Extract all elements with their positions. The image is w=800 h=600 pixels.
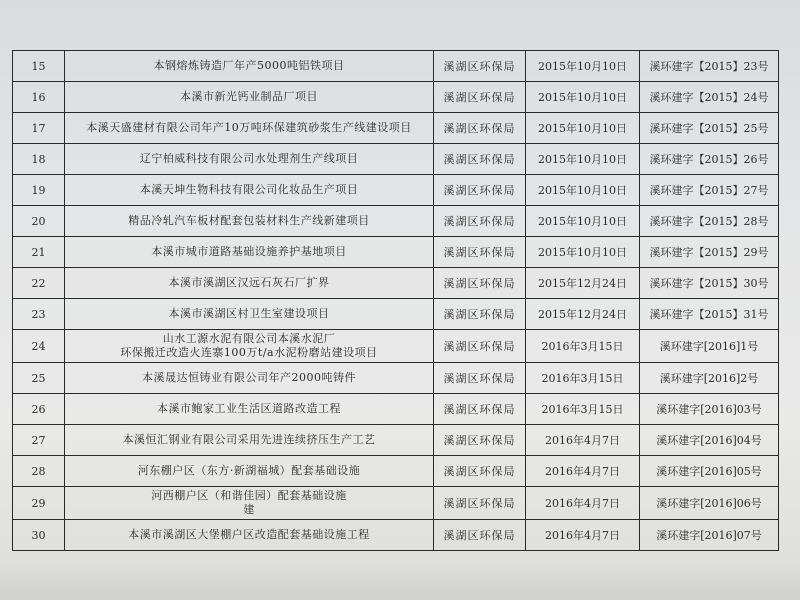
table-row bbox=[13, 82, 779, 113]
project-name-cell bbox=[65, 394, 434, 425]
approving-agency: 溪湖区环保局 bbox=[434, 237, 526, 268]
document-number: 溪环建字[2016]1号 bbox=[640, 330, 779, 363]
approving-agency: 溪湖区环保局 bbox=[434, 487, 526, 520]
table-row bbox=[13, 144, 779, 175]
project-name-line: 本溪市新光钙业制品厂项目 bbox=[180, 90, 318, 103]
paper-shadow bbox=[0, 560, 800, 600]
approval-date: 2015年10月10日 bbox=[526, 82, 640, 113]
table-row bbox=[13, 456, 779, 487]
row-number: 20 bbox=[13, 206, 65, 237]
approving-agency: 溪湖区环保局 bbox=[434, 425, 526, 456]
document-number: 溪环建字【2015】28号 bbox=[640, 206, 779, 237]
project-name-cell bbox=[65, 330, 434, 363]
approval-date: 2016年4月7日 bbox=[526, 487, 640, 520]
project-name-line: 本溪晟达恒铸业有限公司年产2000吨铸件 bbox=[142, 371, 356, 384]
approval-date: 2016年4月7日 bbox=[526, 456, 640, 487]
table-row bbox=[13, 237, 779, 268]
table-row bbox=[13, 425, 779, 456]
approval-date: 2015年12月24日 bbox=[526, 268, 640, 299]
row-number: 15 bbox=[13, 51, 65, 82]
project-name-line: 本溪市溪湖区大堡棚户区改造配套基础设施工程 bbox=[128, 528, 370, 541]
document-number: 溪环建字【2015】30号 bbox=[640, 268, 779, 299]
approving-agency: 溪湖区环保局 bbox=[434, 206, 526, 237]
project-name-cell bbox=[65, 51, 434, 82]
row-number: 16 bbox=[13, 82, 65, 113]
project-name-cell bbox=[65, 237, 434, 268]
row-number: 22 bbox=[13, 268, 65, 299]
project-approval-table bbox=[12, 50, 779, 551]
project-name-cell bbox=[65, 487, 434, 520]
table-row bbox=[13, 487, 779, 520]
approving-agency: 溪湖区环保局 bbox=[434, 299, 526, 330]
project-name-line: 本溪市溪湖区汉远石灰石厂扩界 bbox=[168, 276, 330, 289]
approving-agency: 溪湖区环保局 bbox=[434, 82, 526, 113]
row-number: 18 bbox=[13, 144, 65, 175]
project-name-line: 山水工源水泥有限公司本溪水泥厂 bbox=[162, 332, 336, 345]
project-name-line: 河西棚户区（和谐佳园）配套基础设施 bbox=[151, 489, 347, 502]
table-row bbox=[13, 363, 779, 394]
document-number: 溪环建字[2016]2号 bbox=[640, 363, 779, 394]
document-number: 溪环建字[2016]03号 bbox=[640, 394, 779, 425]
document-number: 溪环建字【2015】26号 bbox=[640, 144, 779, 175]
project-name-cell bbox=[65, 268, 434, 299]
document-number: 溪环建字【2015】23号 bbox=[640, 51, 779, 82]
approval-date: 2016年3月15日 bbox=[526, 394, 640, 425]
approval-date: 2016年3月15日 bbox=[526, 330, 640, 363]
row-number: 21 bbox=[13, 237, 65, 268]
approval-date: 2015年10月10日 bbox=[526, 51, 640, 82]
project-name-line: 河东棚户区（东方·新湖福城）配套基础设施 bbox=[137, 464, 361, 477]
approving-agency: 溪湖区环保局 bbox=[434, 330, 526, 363]
row-number: 29 bbox=[13, 487, 65, 520]
approving-agency: 溪湖区环保局 bbox=[434, 456, 526, 487]
project-name-cell bbox=[65, 175, 434, 206]
approval-date: 2015年10月10日 bbox=[526, 237, 640, 268]
project-name-cell bbox=[65, 299, 434, 330]
project-name-line: 本溪市鲍家工业生活区道路改造工程 bbox=[157, 402, 341, 415]
approving-agency: 溪湖区环保局 bbox=[434, 363, 526, 394]
project-name-cell bbox=[65, 206, 434, 237]
table-row bbox=[13, 299, 779, 330]
document-number: 溪环建字[2016]07号 bbox=[640, 520, 779, 551]
project-name-line: 环保搬迁改造火连寨100万t/a水泥粉磨站建设项目 bbox=[120, 346, 378, 359]
document-number: 溪环建字[2016]04号 bbox=[640, 425, 779, 456]
table-row bbox=[13, 206, 779, 237]
document-number: 溪环建字【2015】29号 bbox=[640, 237, 779, 268]
row-number: 19 bbox=[13, 175, 65, 206]
approving-agency: 溪湖区环保局 bbox=[434, 175, 526, 206]
row-number: 26 bbox=[13, 394, 65, 425]
row-number: 23 bbox=[13, 299, 65, 330]
approving-agency: 溪湖区环保局 bbox=[434, 113, 526, 144]
row-number: 17 bbox=[13, 113, 65, 144]
approval-date: 2015年10月10日 bbox=[526, 113, 640, 144]
approval-date: 2016年4月7日 bbox=[526, 425, 640, 456]
table-row bbox=[13, 175, 779, 206]
project-name-line: 本溪市城市道路基础设施养护基地项目 bbox=[151, 245, 347, 258]
project-name-line: 建 bbox=[243, 503, 255, 516]
approving-agency: 溪湖区环保局 bbox=[434, 51, 526, 82]
document-number: 溪环建字【2015】24号 bbox=[640, 82, 779, 113]
document-number: 溪环建字[2016]05号 bbox=[640, 456, 779, 487]
approval-date: 2015年10月10日 bbox=[526, 206, 640, 237]
approving-agency: 溪湖区环保局 bbox=[434, 394, 526, 425]
project-name-line: 辽宁柏威科技有限公司水处理剂生产线项目 bbox=[139, 152, 359, 165]
row-number: 30 bbox=[13, 520, 65, 551]
document-number: 溪环建字【2015】31号 bbox=[640, 299, 779, 330]
project-name-line: 本溪恒汇钢业有限公司采用先进连续挤压生产工艺 bbox=[122, 433, 376, 446]
approval-date: 2015年10月10日 bbox=[526, 144, 640, 175]
document-number: 溪环建字【2015】27号 bbox=[640, 175, 779, 206]
approving-agency: 溪湖区环保局 bbox=[434, 268, 526, 299]
project-name-cell bbox=[65, 144, 434, 175]
table-row bbox=[13, 113, 779, 144]
project-name-cell bbox=[65, 363, 434, 394]
approval-date: 2016年3月15日 bbox=[526, 363, 640, 394]
project-name-cell bbox=[65, 520, 434, 551]
document-number: 溪环建字[2016]06号 bbox=[640, 487, 779, 520]
approving-agency: 溪湖区环保局 bbox=[434, 144, 526, 175]
table-row bbox=[13, 394, 779, 425]
approval-date: 2015年12月24日 bbox=[526, 299, 640, 330]
approval-date: 2015年10月10日 bbox=[526, 175, 640, 206]
project-name-line: 精品冷轧汽车板材配套包装材料生产线新建项目 bbox=[128, 214, 370, 227]
project-name-cell bbox=[65, 425, 434, 456]
row-number: 27 bbox=[13, 425, 65, 456]
project-name-cell bbox=[65, 113, 434, 144]
project-name-line: 本钢熔炼铸造厂年产5000吨铝铁项目 bbox=[153, 59, 345, 72]
table-row bbox=[13, 51, 779, 82]
table-row bbox=[13, 520, 779, 551]
project-name-cell bbox=[65, 456, 434, 487]
row-number: 24 bbox=[13, 330, 65, 363]
approving-agency: 溪湖区环保局 bbox=[434, 520, 526, 551]
table-row bbox=[13, 330, 779, 363]
row-number: 25 bbox=[13, 363, 65, 394]
approval-date: 2016年4月7日 bbox=[526, 520, 640, 551]
project-name-line: 本溪天坤生物科技有限公司化妆品生产项目 bbox=[139, 183, 359, 196]
project-name-line: 本溪市溪湖区村卫生室建设项目 bbox=[168, 307, 330, 320]
table-row bbox=[13, 268, 779, 299]
project-name-line: 本溪天盛建材有限公司年产10万吨环保建筑砂浆生产线建设项目 bbox=[86, 121, 412, 134]
project-name-cell bbox=[65, 82, 434, 113]
row-number: 28 bbox=[13, 456, 65, 487]
document-number: 溪环建字【2015】25号 bbox=[640, 113, 779, 144]
table-body bbox=[13, 51, 779, 551]
